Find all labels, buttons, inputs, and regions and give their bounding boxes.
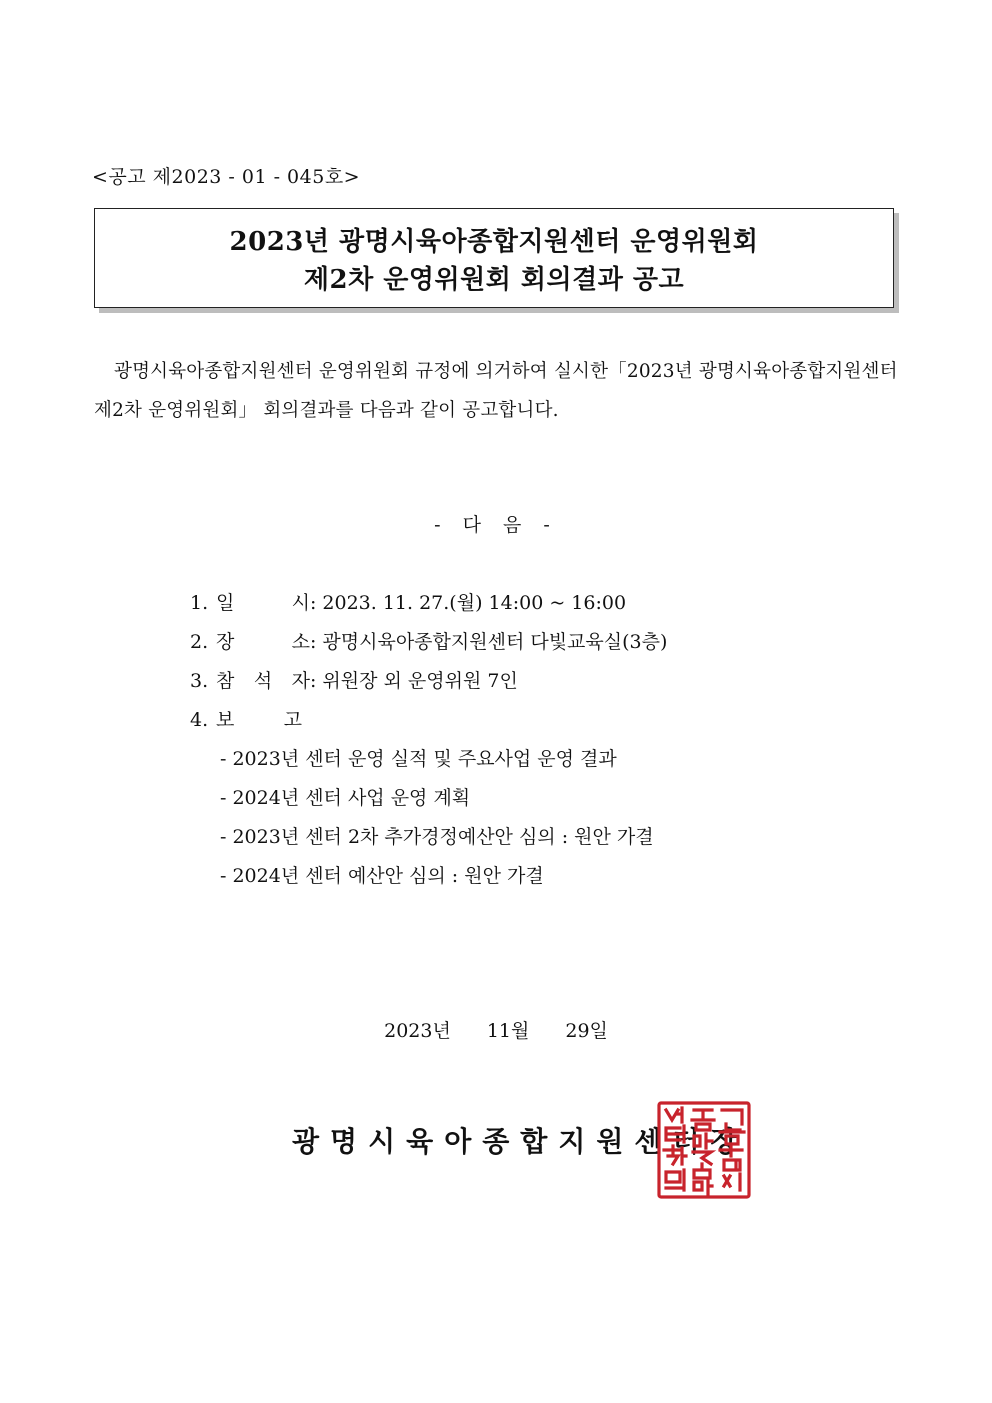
item-label-char: 참 [216, 670, 235, 692]
item-value: 2023. 11. 27.(월) 14:00 ~ 16:00 [322, 592, 627, 614]
item-label-char: 장 [216, 631, 235, 653]
item-label-char: 시 [291, 592, 310, 614]
title-box [94, 208, 894, 308]
item-number: 3. [190, 670, 209, 692]
item-label-char: 석 [253, 670, 273, 692]
item-colon: : [310, 670, 317, 692]
report-item: - 2023년 센터 운영 실적 및 주요사업 운영 결과 [220, 748, 617, 770]
item-label-char: 소 [291, 631, 310, 653]
report-item: - 2024년 센터 사업 운영 계획 [220, 787, 471, 809]
item-value: 위원장 외 운영위원 7인 [322, 670, 518, 692]
item-label [216, 587, 310, 626]
title-line-1: 2023년 광명시육아종합지원센터 운영위원회 [229, 227, 759, 257]
item-number: 1. [190, 592, 209, 614]
item-value: 광명시육아종합지원센터 다빛교육실(3층) [322, 631, 668, 653]
report-item: - 2023년 센터 2차 추가경정예산안 심의 : 원안 가결 [220, 826, 654, 848]
title-line-2: 제2차 운영위원회 회의결과 공고 [303, 265, 685, 295]
item-colon: : [310, 592, 317, 614]
item-label-char: 자 [291, 670, 310, 692]
item-label [216, 704, 302, 743]
item-label-char: 고 [283, 709, 302, 731]
item-number: 2. [190, 631, 209, 653]
item-colon: : [310, 631, 317, 653]
item-label [216, 665, 310, 704]
date-year: 2023년 [384, 1020, 451, 1042]
official-seal-icon [656, 1100, 752, 1200]
date-month: 11월 [486, 1020, 530, 1042]
item-label-char: 보 [216, 709, 235, 731]
organization-name: 광명시육아종합지원센터장 [292, 1125, 749, 1158]
item-list [190, 587, 890, 899]
item-row [190, 587, 890, 626]
item-label-char: 일 [216, 592, 235, 614]
announcement-date [0, 1016, 992, 1043]
intro-paragraph: 광명시육아종합지원센터 운영위원회 규정에 의거하여 실시한「2023년 광명시육아종합지원센터 제2차 운영위원회」 회의결과를 다음과 같이 공고합니다. [94, 361, 898, 421]
item-row [190, 665, 890, 704]
notice-number: <공고 제2023 - 01 - 045호> [92, 166, 361, 188]
date-day: 29일 [565, 1020, 608, 1042]
item-number: 4. [190, 709, 209, 731]
report-item: - 2024년 센터 예산안 심의 : 원안 가결 [220, 865, 544, 887]
section-heading: - 다 음 - [434, 514, 558, 536]
item-row [190, 704, 890, 743]
item-label [216, 626, 310, 665]
item-row [190, 626, 890, 665]
